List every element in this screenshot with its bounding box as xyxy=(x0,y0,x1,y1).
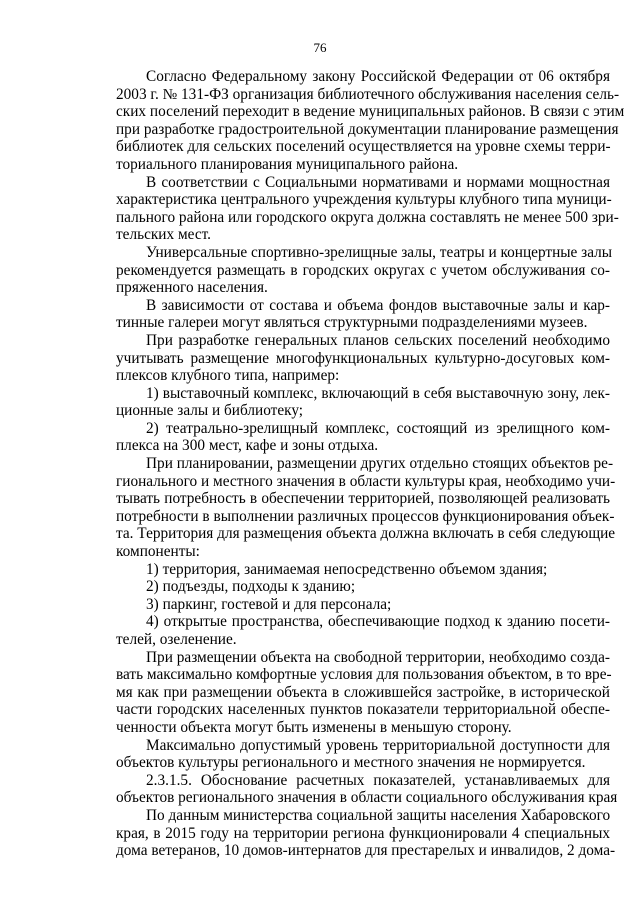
text-line: части городских населенных пунктов показатели территориальной обеспе- xyxy=(116,701,610,719)
text-line: учитывать размещение многофункциональных культурно-досуговых ком- xyxy=(116,349,610,367)
text-line: 2003 г. № 131-ФЗ организация библиотечного обслуживания населения сель- xyxy=(116,85,620,103)
section-heading-line: 2.3.1.5. Обоснование расчетных показателей, устанавливаемых для xyxy=(146,771,610,789)
text-line: 4) открытые пространства, обеспечивающие подход к зданию посети- xyxy=(146,613,610,631)
text-line: потребности в выполнении различных процессов функционирования объек- xyxy=(116,507,615,525)
text-line: В зависимости от состава и объема фондов выставочные залы и кар- xyxy=(146,296,610,314)
text-line: та. Территория для размещения объекта должна включать в себя следующие xyxy=(116,525,616,543)
text-line: 1) выставочный комплекс, включающий в себя выставочную зону, лек- xyxy=(146,384,610,402)
text-line: При разработке генеральных планов сельских поселений необходимо xyxy=(146,331,610,349)
text-line: 2) театрально-зрелищный комплекс, состоящий из зрелищного ком- xyxy=(146,419,610,437)
text-line: Согласно Федеральному закону Российской Федерации от 06 октября xyxy=(146,68,610,85)
text-line: плексов клубного типа, например: xyxy=(116,367,340,385)
text-line: характеристика центрального учреждения культуры клубного типа муници- xyxy=(116,191,612,209)
text-line: ченности объекта могут быть изменены в меньшую сторону. xyxy=(116,718,512,736)
text-line: при разработке градостроительной документации планирование размещения xyxy=(116,120,619,138)
text-line: По данным министерства социальной защиты населения Хабаровского xyxy=(146,806,611,824)
text-line: 3) паркинг, гостевой и для персонала; xyxy=(146,595,392,613)
text-line: пального района или городского округа должна составлять не менее 500 зри- xyxy=(116,208,619,226)
page-number: 76 xyxy=(313,40,327,55)
text-line: ториального планирования муниципального района. xyxy=(116,155,459,173)
text-line: библиотек для сельских поселений осуществляется на уровне схемы терри- xyxy=(116,138,611,156)
text-line: тельских мест. xyxy=(116,226,211,244)
text-line: ционные залы и библиотеку; xyxy=(116,402,304,420)
text-line: объектов культуры регионального и местного значения не нормируется. xyxy=(116,754,586,772)
text-line: края, в 2015 году на территории региона функционировали 4 специальных xyxy=(116,824,610,842)
text-line: 1) территория, занимаемая непосредственно объемом здания; xyxy=(146,560,548,578)
section-heading-line: объектов регионального значения в области социального обслуживания края xyxy=(116,789,618,807)
text-line: тывать потребность в обеспечении территорией, позволяющей реализовать xyxy=(116,490,610,508)
text-line: ских поселений переходит в ведение муниципальных районов. В связи с этим xyxy=(116,103,625,121)
page-body xyxy=(116,68,625,860)
text-line: мя как при размещении объекта в сложившейся застройке, в исторической xyxy=(116,683,610,701)
text-line: компоненты: xyxy=(116,543,200,561)
text-line: 2) подъезды, подходы к зданию; xyxy=(146,578,356,596)
text-line: плекса на 300 мест, кафе и зоны отдыха. xyxy=(116,437,379,455)
text-line: телей, озеленение. xyxy=(116,631,237,648)
text-line: гионального и местного значения в области культуры края, необходимо учи- xyxy=(116,472,616,490)
text-line: дома ветеранов, 10 домов-интернатов для престарелых и инвалидов, 2 дома- xyxy=(116,842,616,860)
text-line: вать максимально комфортные условия для пользования объектом, в то вре- xyxy=(116,666,612,684)
text-line: Максимально допустимый уровень территориальной доступности для xyxy=(146,736,610,754)
text-line: При планировании, размещении других отдельно стоящих объектов ре- xyxy=(146,455,614,473)
text-line: В соответствии с Социальными нормативами и нормами мощностная xyxy=(146,173,610,191)
text-line: тинные галереи могут являться структурными подразделениями музеев. xyxy=(116,314,588,332)
text-line: пряженного населения. xyxy=(116,279,268,297)
text-line: рекомендуется размещать в городских округах с учетом обслуживания со- xyxy=(116,261,610,279)
text-line: Универсальные спортивно-зрелищные залы, театры и концертные залы xyxy=(146,243,613,261)
text-line: При размещении объекта на свободной территории, необходимо созда- xyxy=(146,648,610,666)
